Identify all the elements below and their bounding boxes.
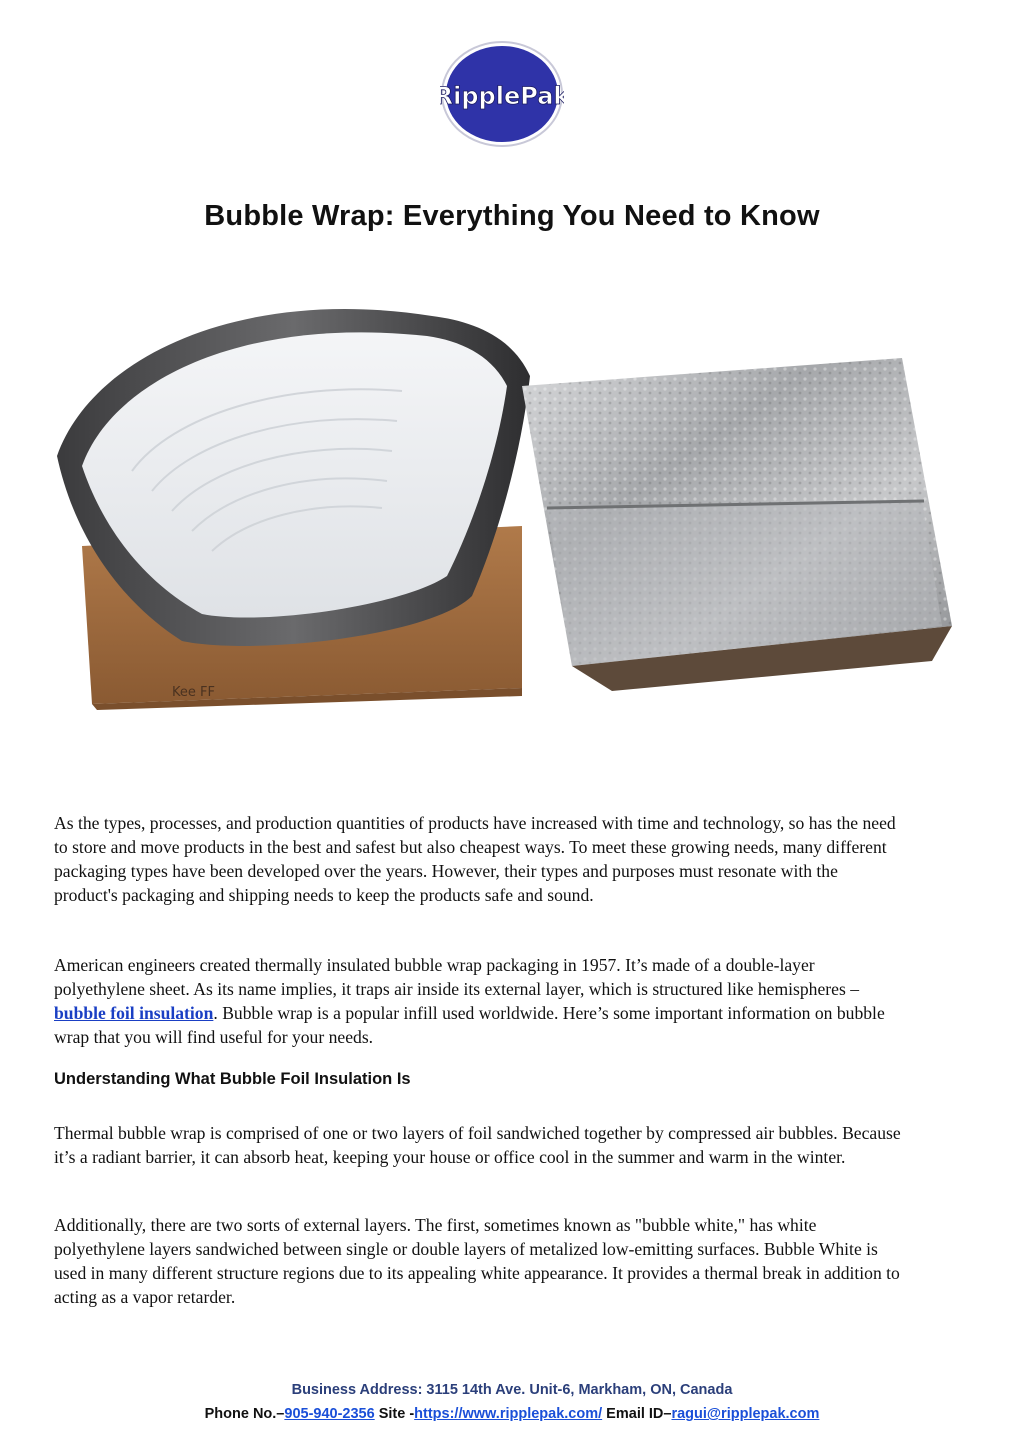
phone-label: Phone No.– bbox=[204, 1406, 285, 1422]
contact-line bbox=[0, 1406, 1024, 1422]
email-label: Email ID– bbox=[602, 1406, 672, 1422]
site-label: Site - bbox=[374, 1406, 415, 1422]
svg-text:Kee FF: Kee FF bbox=[172, 685, 215, 700]
product-photo bbox=[52, 296, 952, 714]
history-text-start: American engineers created thermally insulated bubble wrap packaging in 1957. It’s made of a double-layer polyethylene sheet. As its name implies, it traps air inside its external layer, which is structured like hemispheres – bbox=[54, 955, 859, 999]
website-link[interactable]: https://www.ripplepak.com/ bbox=[414, 1406, 603, 1422]
svg-text:RipplePak: RipplePak bbox=[440, 82, 564, 110]
section-heading: Understanding What Bubble Foil Insulation Is bbox=[54, 1070, 411, 1088]
history-paragraph bbox=[54, 953, 904, 1049]
intro-paragraph: As the types, processes, and production quantities of products have increased with time and technology, so has the need to store and move products in the best and safest but also cheapest ways. To meet these growing needs, many different packaging types have been developed over the years. However, their types and purposes must resonate with the product's packaging and shipping needs to keep the products safe and sound. bbox=[54, 813, 896, 905]
ripplepak-logo bbox=[440, 40, 564, 148]
layers-paragraph: Additionally, there are two sorts of external layers. The first, sometimes known as "bubble white," has white polyethylene layers sandwiched between single or double layers of metalized low-emitting surfaces. Bubble White is used in many different structure regions due to its appealing white appearance. It provides a thermal break in addition to acting as a vapor retarder. bbox=[54, 1215, 900, 1307]
page-title: Bubble Wrap: Everything You Need to Know bbox=[204, 200, 820, 232]
thermal-paragraph: Thermal bubble wrap is comprised of one or two layers of foil sandwiched together by compressed air bubbles. Because it’s a radiant barrier, it can absorb heat, keeping your house or office cool in the summer and warm in the winter. bbox=[54, 1123, 901, 1167]
email-link[interactable]: ragui@ripplepak.com bbox=[671, 1406, 820, 1422]
phone-link[interactable]: 905-940-2356 bbox=[284, 1406, 375, 1422]
bubble-foil-insulation-link[interactable]: bubble foil insulation bbox=[54, 1003, 214, 1023]
business-address: Business Address: 3115 14th Ave. Unit-6, Markham, ON, Canada bbox=[291, 1382, 733, 1398]
history-text-end: . Bubble wrap is a popular infill used worldwide. Here’s some important information on bubble wrap that you will find useful for your needs. bbox=[54, 1003, 885, 1047]
